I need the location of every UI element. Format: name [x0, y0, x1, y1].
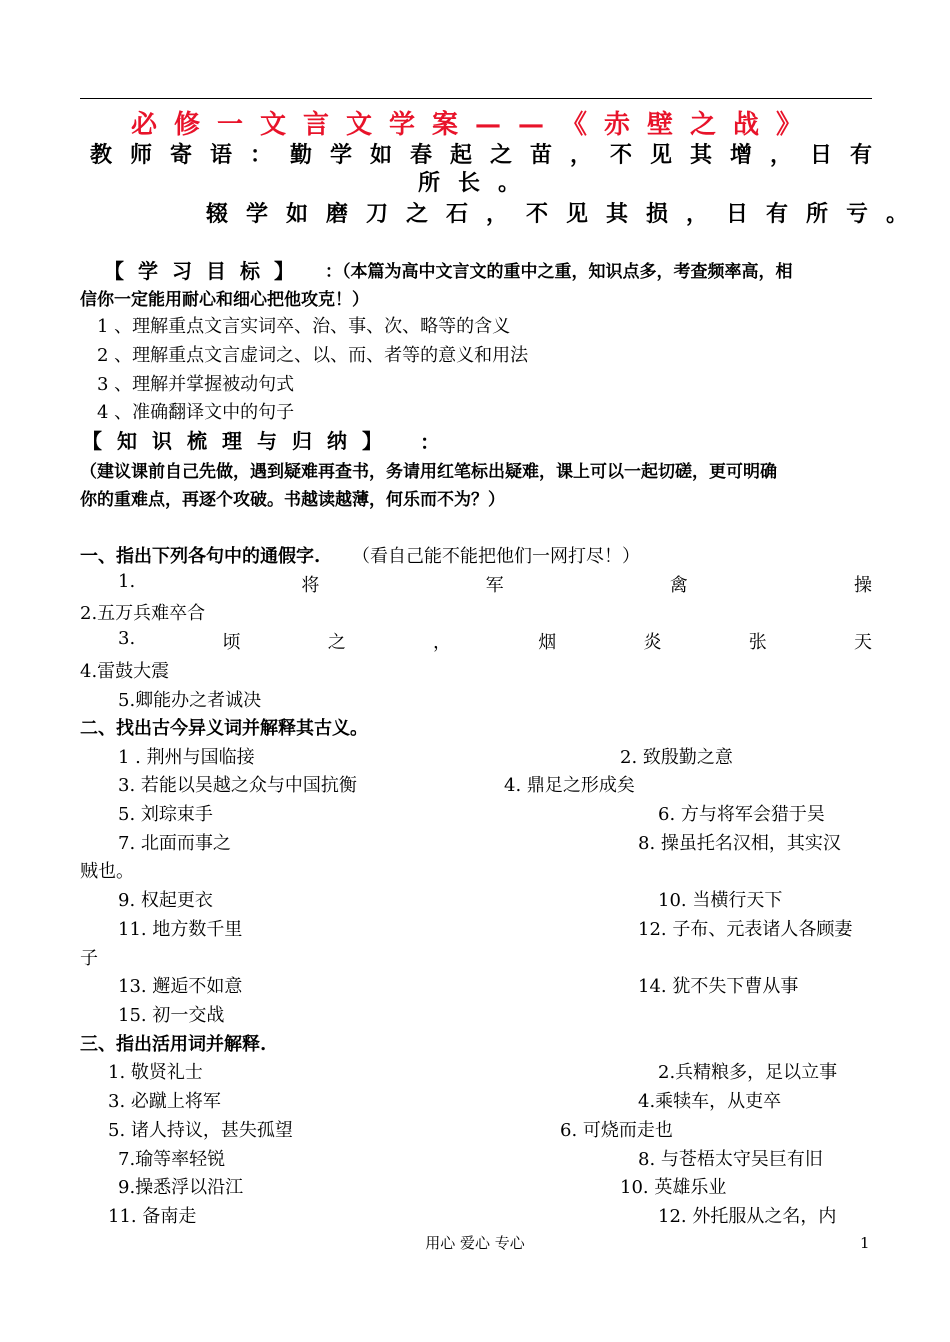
item3-part: ，	[432, 632, 451, 653]
document-title: 必修一文言文学案——《赤壁之战》	[130, 110, 819, 140]
item3-part: 烟	[538, 632, 557, 653]
item3-part: 张	[748, 632, 767, 653]
section2-item: 1 . 荆州与国临接	[118, 747, 255, 768]
section2-item: 贼也。	[80, 861, 134, 882]
section1-item5: 5.卿能办之者诚决	[118, 690, 262, 711]
goals-note-line1: ：（本篇为高中文言文的重中之重，知识点多，考查频率高，相	[325, 262, 793, 282]
section2-item: 7. 北面而事之	[118, 833, 231, 854]
section3-item: 8. 与苍梧太守吴巨有旧	[638, 1149, 823, 1170]
section2-item: 14. 犹不失下曹从事	[638, 976, 799, 997]
section2-item: 13. 邂逅不如意	[118, 976, 243, 997]
item3-part: 顷	[222, 632, 241, 653]
goal-item: 3 、理解并掌握被动句式	[97, 374, 295, 395]
section3-item: 2.兵精粮多，足以立事	[658, 1062, 838, 1083]
goals-heading: 【学习目标】	[104, 259, 308, 283]
section3-item: 7.瑜等率轻锐	[118, 1149, 226, 1170]
section1-heading: 一、指出下列各句中的通假字.	[80, 546, 321, 567]
item1-part: 1.	[118, 571, 136, 592]
section2-item: 3. 若能以吴越之众与中国抗衡	[118, 775, 357, 796]
item1-part: 禽	[669, 575, 688, 596]
section2-item: 15. 初一交战	[118, 1005, 225, 1026]
item3-part: 天	[853, 632, 872, 653]
teacher-motto-line1: 教师寄语：勤学如春起之苗，不见其增，日有	[90, 142, 891, 168]
section2-item: 8. 操虽托名汉相，其实汉	[638, 833, 841, 854]
section3-item: 5. 诸人持议，甚失孤望	[108, 1120, 293, 1141]
page-footer: 用心 爱心 专心	[425, 1234, 525, 1252]
section3-item: 1. 敬贤礼士	[108, 1062, 203, 1083]
section2-item: 11. 地方数千里	[118, 919, 243, 940]
section1-item3	[118, 628, 872, 654]
section3-item: 6. 可烧而走也	[560, 1120, 673, 1141]
section3-item: 4.乘犊车，从吏卒	[638, 1091, 782, 1112]
section3-item: 3. 必蹴上将军	[108, 1091, 221, 1112]
item1-part: 将	[301, 575, 320, 596]
item3-part: 3.	[118, 628, 136, 649]
goals-note-line2: 信你一定能用耐心和细心把他攻克！）	[80, 290, 369, 310]
section2-item: 4. 鼎足之形成矣	[504, 775, 635, 796]
item1-part: 操	[854, 575, 872, 596]
section2-item: 子	[80, 948, 98, 969]
section3-item: 10. 英雄乐业	[620, 1177, 727, 1198]
section3-heading: 三、指出活用词并解释.	[80, 1034, 267, 1055]
page-number: 1	[860, 1234, 870, 1252]
header-rule	[80, 98, 872, 99]
item1-part: 军	[485, 575, 504, 596]
section2-item: 12. 子布、元表诸人各顾妻	[638, 919, 853, 940]
item3-part: 炎	[643, 632, 662, 653]
knowledge-heading: 【知识梳理与归纳】	[82, 429, 397, 453]
section3-item: 12. 外托服从之名，内	[658, 1206, 837, 1227]
goal-item: 4 、准确翻译文中的句子	[97, 402, 295, 423]
section3-item: 9.操悉浮以沿江	[118, 1177, 244, 1198]
teacher-motto-line2: 辍学如磨刀之石，不见其损，日有所亏。	[206, 201, 927, 227]
goal-item: 2 、理解重点文言虚词之、以、而、者等的意义和用法	[97, 345, 529, 366]
section1-item1	[118, 571, 872, 597]
knowledge-heading-colon: ：	[420, 430, 440, 454]
section2-item: 5. 刘琮束手	[118, 804, 213, 825]
goal-item: 1 、理解重点文言实词卒、治、事、次、略等的含义	[97, 316, 511, 337]
section2-item: 6. 方与将军会猎于吴	[658, 804, 825, 825]
section2-heading: 二、找出古今异义词并解释其古义。	[80, 718, 368, 739]
teacher-motto-line1b: 所长。	[418, 170, 539, 196]
section1-note: （看自己能不能把他们一网打尽！）	[352, 546, 640, 567]
item3-part: 之	[327, 632, 346, 653]
knowledge-note-line2: 你的重难点，再逐个攻破。书越读越薄，何乐而不为？）	[80, 490, 505, 510]
section2-item: 2. 致殷勤之意	[620, 747, 733, 768]
section2-item: 9. 权起更衣	[118, 890, 213, 911]
section3-item: 11. 备南走	[108, 1206, 197, 1227]
section1-item2: 2.五万兵难卒合	[80, 603, 206, 624]
knowledge-note-line1: （建议课前自己先做，遇到疑难再查书，务请用红笔标出疑难，课上可以一起切磋，更可明确	[80, 462, 777, 482]
section2-item: 10. 当横行天下	[658, 890, 783, 911]
section1-item4: 4.雷鼓大震	[80, 661, 170, 682]
